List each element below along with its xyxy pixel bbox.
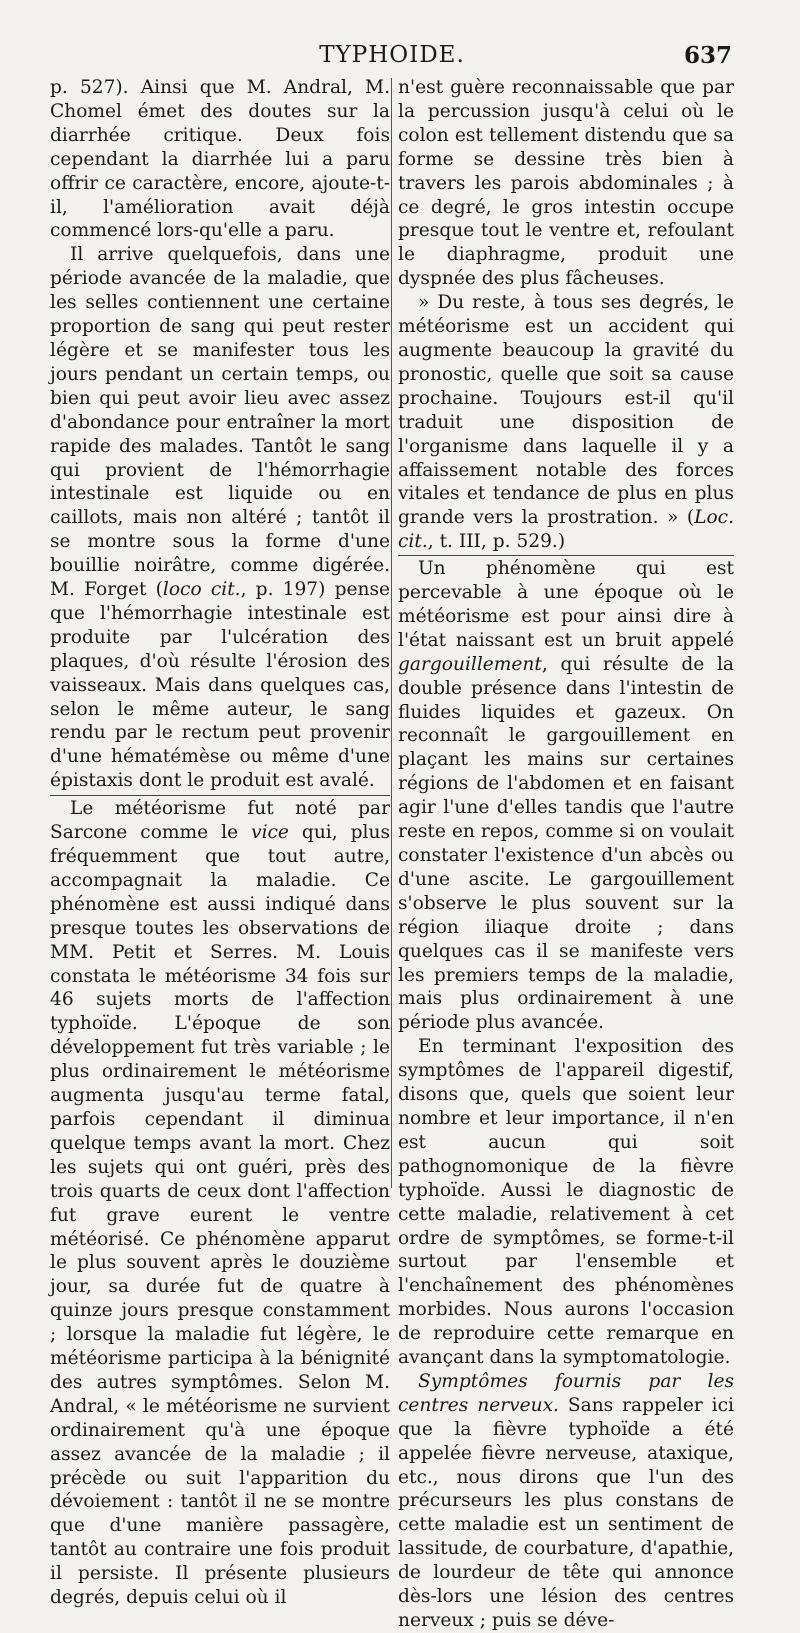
column-divider — [391, 78, 392, 1188]
page-number: 637 — [683, 42, 732, 69]
paragraph: Symptômes fournis par les centres nerveux. Sans rappeler ici que la fièvre typhoïde a été appelée fièvre nerveuse, ataxique, etc., nous dirons que l'un des précurseurs les plus constans de cette maladie est un sentiment de lassitude, de courbature, d'apathie, de lourdeur de tête qui annonce dès-lors une lésion des centres nerveux ; puis se déve- — [398, 1370, 734, 1631]
paragraph: p. 527). Ainsi que M. Andral, M. Chomel émet des doutes sur la diarrhée critique. Deux fois cependant la diarrhée lui a paru offrir ce caractère, encore, ajoute-t-il, l'amélioration avait déjà commencé lors-qu'elle a paru. — [50, 77, 390, 242]
paragraph: En terminant l'exposition des symptômes de l'appareil digestif, disons que, quels que soient leur nombre et leur importance, il n'en est aucun qui soit pathognomonique de la fièvre typhoïde. Aussi le diagnostic de cette maladie, relativement à cet ordre de symptômes, se forme-t-il surtout par l'ensemble et l'enchaînement des phénomènes morbides. Nous aurons l'occasion de reproduire cette remarque en avançant dans la symptomatologie. — [398, 1036, 734, 1369]
paragraph: Il arrive quelquefois, dans une période avancée de la maladie, que les selles contiennent une certaine proportion de sang qui peut rester légère et se manifester tous les jours pendant un certain temps, ou bien qui peut avoir lieu avec assez d'abondance pour entraîner la mort rapide des malades. Tantôt le sang qui provient de l'hémorrhagie intestinale est liquide ou en caillots, mais non altéré ; tantôt il se montre sous la forme d'une bouillie noirâtre, comme digérée. M. Forget (loco cit., p. 197) pense que l'hémorrhagie intestinale est produite par l'ulcération des plaques, d'où résulte l'érosion des vaisseaux. Mais dans quelques cas, selon le même auteur, le sang rendu par le rectum peut provenir d'une hématémèse ou même d'une épistaxis dont le produit est avalé. — [50, 244, 390, 792]
paragraph: n'est guère reconnaissable que par la percussion jusqu'à celui où le colon est tellement distendu que sa forme se dessine très bien à travers les parois abdominales ; à ce degré, le gros intestin occupe presque tout le ventre et, refoulant le diaphragme, produit une dyspnée des plus fâcheuses. — [398, 77, 734, 290]
running-title: TYPHOIDE. — [319, 42, 465, 68]
paragraph: » Du reste, à tous ses degrés, le météorisme est un accident qui augmente beaucoup la gravité du pronostic, quelle que soit sa cause prochaine. Toujours est-il qu'il traduit une disposition de l'organisme dans laquelle il y a affaissement notable des forces vitales et tendance de plus en plus grande vers la prostration. » (Loc. cit., t. III, p. 529.) — [398, 292, 734, 553]
right-column — [398, 76, 734, 1633]
paragraph: Le météorisme fut noté par Sarcone comme le vice qui, plus fréquemment que tout autre, accompagnait la maladie. Ce phénomène est aussi indiqué dans presque toutes les observations de MM. Petit et Serres. M. Louis constata le météorisme 34 fois sur 46 sujets morts de l'affection typhoïde. L'époque de son développement fut très variable ; le plus ordinairement le météorisme augmenta jusqu'au terme fatal, parfois cependant il diminua quelque temps avant la mort. Chez les sujets qui ont guéri, près des trois quarts de ceux dont l'affection fut grave eurent le ventre météorisé. Ce phénomène apparut le plus souvent après le douzième jour, sa durée fut de quatre à quinze jours presque constamment ; lorsque la maladie fut légère, le météorisme participa à la bénignité des autres symptômes. Selon M. Andral, « le météorisme ne survient ordinairement qu'à une époque assez avancée de la maladie ; il précède ou suit l'apparition du dévoiement : tantôt il ne se montre que d'une manière passagère, tantôt au contraire une fois produit il persiste. Il présente plusieurs degrés, depuis celui où il — [50, 795, 390, 1610]
running-header — [52, 42, 732, 74]
paragraph: Un phénomène qui est percevable à une époque où le météorisme est pour ainsi dire à l'état naissant est un bruit appelé gargouillement, qui résulte de la double présence dans l'intestin de fluides liquides et gazeux. On reconnaît le gargouillement en plaçant les mains sur certaines régions de l'abdomen et en faisant agir l'une d'elles tandis que l'autre reste en repos, comme si on voulait constater l'existence d'un abcès ou d'une ascite. Le gargouillement s'observe le plus souvent sur la région iliaque droite ; dans quelques cas il se manifeste vers les premiers temps de la maladie, mais plus ordinairement à une période plus avancée. — [398, 555, 734, 1035]
left-column — [50, 76, 390, 1610]
